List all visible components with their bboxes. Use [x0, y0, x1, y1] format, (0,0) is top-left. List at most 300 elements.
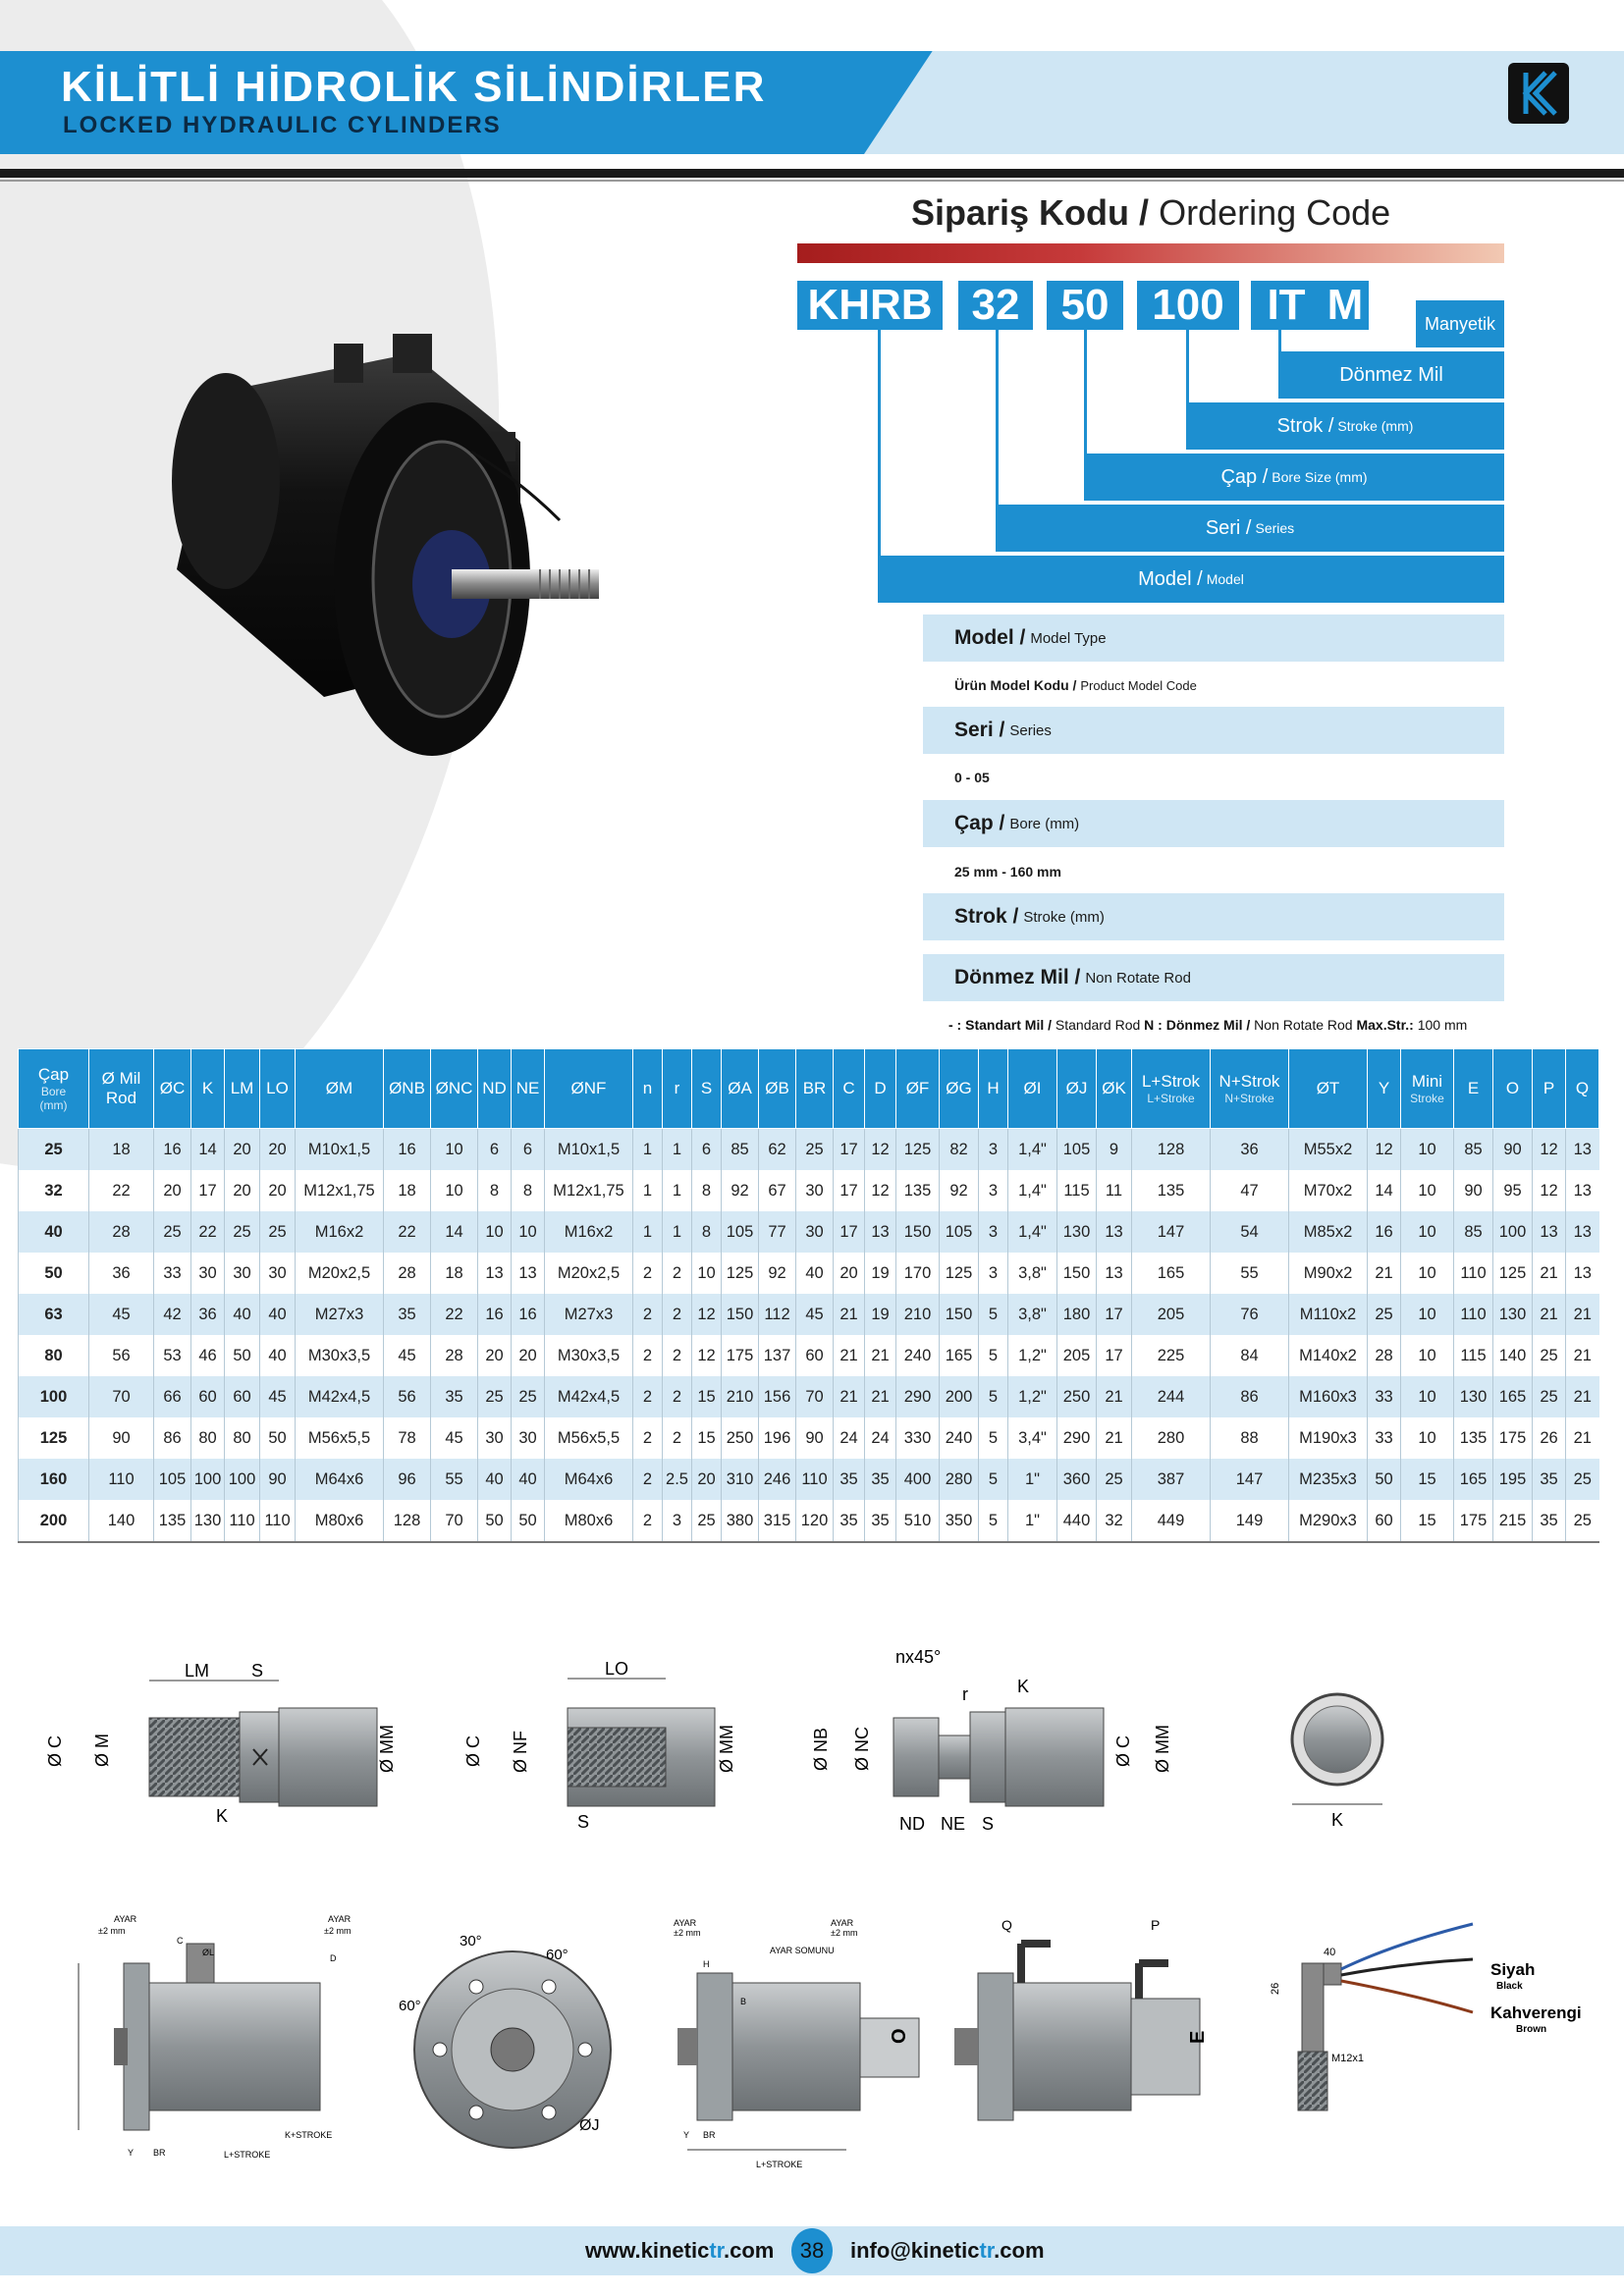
legend-bore — [923, 800, 1504, 847]
bar-stroke-label: Strok / — [1276, 414, 1334, 437]
table-cell: 21 — [1533, 1294, 1566, 1335]
column-header — [478, 1049, 512, 1129]
column-header-text: (mm) — [39, 1098, 68, 1112]
table-cell: 140 — [1493, 1335, 1533, 1376]
column-header — [896, 1049, 940, 1129]
d3-s: S — [982, 1814, 995, 1834]
table-cell: 120 — [796, 1500, 834, 1542]
column-header — [940, 1049, 979, 1129]
table-cell: 1 — [663, 1170, 692, 1211]
table-cell: 2 — [633, 1417, 663, 1459]
table-cell: 15 — [692, 1376, 722, 1417]
bar-bore — [1084, 454, 1504, 501]
table-cell: 21 — [1566, 1376, 1599, 1417]
table-cell: 13 — [512, 1253, 545, 1294]
table-cell: 125 — [722, 1253, 759, 1294]
table-cell: M56x5,5 — [545, 1417, 633, 1459]
table-cell: 76 — [1211, 1294, 1289, 1335]
column-header — [759, 1049, 796, 1129]
d2-mm: Ø MM — [717, 1725, 736, 1773]
table-cell: 135 — [1132, 1170, 1211, 1211]
table-cell: 246 — [759, 1459, 796, 1500]
table-cell: 85 — [1454, 1211, 1493, 1253]
table-cell: 33 — [1368, 1417, 1401, 1459]
table-cell: 330 — [896, 1417, 940, 1459]
table-cell: 30 — [796, 1211, 834, 1253]
table-cell: 105 — [154, 1459, 191, 1500]
table-row — [19, 1376, 1599, 1417]
d8-q: Q — [1001, 1917, 1012, 1933]
web-a: www.kinetic — [585, 2238, 710, 2263]
table-cell: 400 — [896, 1459, 940, 1500]
column-header-text: K — [201, 1079, 214, 1097]
table-cell: 100 — [225, 1459, 260, 1500]
column-header-text: Stroke — [1410, 1092, 1444, 1105]
column-header — [865, 1049, 896, 1129]
table-cell: 25 — [1533, 1376, 1566, 1417]
table-cell: 90 — [89, 1417, 154, 1459]
email-link[interactable] — [850, 2238, 1045, 2264]
d5-r2: ±2 mm — [324, 1926, 352, 1936]
table-cell: 35 — [865, 1500, 896, 1542]
d1-c: Ø C — [45, 1735, 65, 1767]
d3-nd: ND — [899, 1814, 925, 1834]
d6-a30: 30° — [460, 1933, 482, 1949]
column-header-text: L+Strok — [1141, 1072, 1201, 1091]
drawing-sensor-view — [889, 1917, 1209, 2120]
connector-model — [878, 330, 881, 556]
table-cell: 1 — [663, 1129, 692, 1171]
table-cell: 3,8" — [1008, 1253, 1057, 1294]
column-header — [384, 1049, 431, 1129]
table-cell: 86 — [154, 1417, 191, 1459]
table-cell: 147 — [1132, 1211, 1211, 1253]
table-cell: M20x2,5 — [296, 1253, 384, 1294]
table-cell: 24 — [834, 1417, 865, 1459]
drawing-section-view — [674, 1918, 919, 2169]
table-cell: 310 — [722, 1459, 759, 1500]
d5-br: BR — [153, 2148, 166, 2158]
table-cell: 25 — [478, 1376, 512, 1417]
table-cell: 25 — [1533, 1335, 1566, 1376]
table-cell: 36 — [89, 1253, 154, 1294]
table-cell: 10 — [1401, 1211, 1454, 1253]
table-cell: 50 — [260, 1417, 296, 1459]
table-cell: 6 — [512, 1129, 545, 1171]
table-cell: 3,4" — [1008, 1417, 1057, 1459]
column-header — [663, 1049, 692, 1129]
legend-stroke-label: Strok / — [954, 905, 1019, 928]
table-cell: 135 — [1454, 1417, 1493, 1459]
table-cell: 12 — [1533, 1170, 1566, 1211]
header-rule-thin — [0, 180, 1624, 182]
table-cell: 115 — [1454, 1335, 1493, 1376]
mail-a: info@kinetic — [850, 2238, 980, 2263]
table-cell: 50 — [225, 1335, 260, 1376]
table-header-row — [19, 1049, 1599, 1129]
column-header-text: N+Strok — [1218, 1072, 1280, 1091]
table-cell: 3 — [979, 1211, 1008, 1253]
legend-bore-sub: Bore (mm) — [1009, 815, 1080, 832]
ordering-title-en: Ordering Code — [1159, 192, 1391, 233]
table-cell: M16x2 — [545, 1211, 633, 1253]
table-cell: 33 — [154, 1253, 191, 1294]
table-cell: 3 — [979, 1129, 1008, 1171]
table-cell: 13 — [1097, 1253, 1132, 1294]
table-cell: 25 — [1566, 1500, 1599, 1542]
legend-series — [923, 707, 1504, 754]
table-cell: 92 — [940, 1170, 979, 1211]
d3-nb: Ø NB — [811, 1727, 831, 1771]
table-cell: 387 — [1132, 1459, 1211, 1500]
table-cell: 25 — [225, 1211, 260, 1253]
d7-ayar2: AYAR — [831, 1918, 854, 1928]
table-cell: 105 — [940, 1211, 979, 1253]
table-cell: M85x2 — [1289, 1211, 1368, 1253]
table-cell: 2 — [633, 1253, 663, 1294]
table-cell: 210 — [722, 1376, 759, 1417]
page-footer — [0, 2226, 1624, 2275]
table-cell: 21 — [834, 1294, 865, 1335]
table-cell: 290 — [1057, 1417, 1097, 1459]
table-cell: 47 — [1211, 1170, 1289, 1211]
table-cell: 25 — [796, 1129, 834, 1171]
d4-k: K — [1331, 1810, 1344, 1830]
legend-stroke-sub: Stroke (mm) — [1023, 908, 1105, 926]
column-header-text: ØJ — [1065, 1079, 1088, 1097]
table-cell: 10 — [1401, 1335, 1454, 1376]
table-cell: 20 — [260, 1129, 296, 1171]
drawing-rod-end-male — [45, 1661, 397, 1826]
d1-mm: Ø MM — [377, 1725, 397, 1773]
table-cell: 19 — [865, 1294, 896, 1335]
table-cell: 13 — [1533, 1211, 1566, 1253]
column-header — [1401, 1049, 1454, 1129]
column-header-text: C — [842, 1079, 855, 1097]
table-cell: 13 — [1566, 1253, 1599, 1294]
table-cell: M290x3 — [1289, 1500, 1368, 1542]
d6-a60b: 60° — [399, 1998, 421, 2014]
table-cell: 149 — [1211, 1500, 1289, 1542]
table-cell: 30 — [478, 1417, 512, 1459]
table-cell: 12 — [692, 1294, 722, 1335]
code-non-rotate: IT — [1251, 281, 1322, 330]
table-cell: 12 — [865, 1129, 896, 1171]
table-cell: 195 — [1493, 1459, 1533, 1500]
table-cell: 240 — [896, 1335, 940, 1376]
table-cell: 1,4" — [1008, 1211, 1057, 1253]
table-cell: 135 — [896, 1170, 940, 1211]
table-cell: M160x3 — [1289, 1376, 1368, 1417]
column-header — [545, 1049, 633, 1129]
table-cell: M10x1,5 — [296, 1129, 384, 1171]
bore-cell: 80 — [19, 1335, 89, 1376]
d5-bl: ØL — [202, 1948, 215, 1957]
table-cell: 5 — [979, 1500, 1008, 1542]
d2-c: Ø C — [463, 1735, 483, 1767]
drawing-sensor-connector — [1270, 1924, 1582, 2110]
d8-o: O — [889, 2028, 910, 2044]
table-cell: 13 — [1566, 1170, 1599, 1211]
table-cell: 60 — [1368, 1500, 1401, 1542]
table-row — [19, 1417, 1599, 1459]
table-cell: 110 — [260, 1500, 296, 1542]
column-header — [1132, 1049, 1211, 1129]
column-header-text: ØA — [728, 1079, 752, 1097]
column-header — [1289, 1049, 1368, 1129]
d5-ayar2: AYAR — [328, 1914, 352, 1924]
table-cell: 440 — [1057, 1500, 1097, 1542]
column-header-text: Rod — [105, 1089, 137, 1107]
table-cell: 1" — [1008, 1459, 1057, 1500]
table-cell: M64x6 — [296, 1459, 384, 1500]
bar-magnetic — [1416, 300, 1504, 347]
table-cell: 20 — [834, 1253, 865, 1294]
table-cell: 110 — [225, 1500, 260, 1542]
table-cell: 2 — [663, 1376, 692, 1417]
table-cell: 82 — [940, 1129, 979, 1171]
legend-series-text: 0 - 05 — [954, 770, 990, 785]
table-cell: 13 — [1097, 1211, 1132, 1253]
table-cell: 165 — [1454, 1459, 1493, 1500]
column-header — [1454, 1049, 1493, 1129]
table-cell: 14 — [191, 1129, 225, 1171]
d9-kahve: Kahverengi — [1490, 2003, 1582, 2022]
table-cell: 50 — [478, 1500, 512, 1542]
table-cell: 128 — [1132, 1129, 1211, 1171]
table-cell: 2 — [663, 1335, 692, 1376]
table-cell: 36 — [1211, 1129, 1289, 1171]
d7-br: BR — [703, 2130, 716, 2140]
column-header-text: E — [1467, 1079, 1480, 1097]
bore-cell: 63 — [19, 1294, 89, 1335]
table-cell: 55 — [431, 1459, 478, 1500]
column-header — [796, 1049, 834, 1129]
table-cell: 78 — [384, 1417, 431, 1459]
table-cell: 17 — [191, 1170, 225, 1211]
d3-mm: Ø MM — [1153, 1725, 1172, 1773]
d1-k: K — [216, 1806, 229, 1826]
column-header — [633, 1049, 663, 1129]
table-cell: 21 — [865, 1376, 896, 1417]
table-cell: 84 — [1211, 1335, 1289, 1376]
table-cell: 21 — [834, 1376, 865, 1417]
table-cell: 3 — [663, 1500, 692, 1542]
column-header — [1533, 1049, 1566, 1129]
d5-r1: ±2 mm — [98, 1926, 126, 1936]
page-header — [0, 51, 1624, 154]
d3-ne: NE — [941, 1814, 966, 1834]
table-cell: 110 — [1454, 1294, 1493, 1335]
table-cell: M90x2 — [1289, 1253, 1368, 1294]
d8-p: P — [1151, 1917, 1161, 1933]
table-cell: 35 — [865, 1459, 896, 1500]
table-body — [19, 1129, 1599, 1543]
table-cell: 56 — [89, 1335, 154, 1376]
column-header-text: ØB — [765, 1079, 789, 1097]
d9-w: 40 — [1324, 1947, 1336, 1958]
table-row — [19, 1211, 1599, 1253]
d1-s: S — [251, 1661, 264, 1681]
table-cell: 40 — [260, 1294, 296, 1335]
column-header-text: H — [987, 1079, 1000, 1097]
column-header-text: N+Stroke — [1224, 1092, 1274, 1105]
d8-e: E — [1187, 2030, 1209, 2044]
table-cell: 2.5 — [663, 1459, 692, 1500]
table-cell: 165 — [1493, 1376, 1533, 1417]
table-cell: 10 — [1401, 1294, 1454, 1335]
table-cell: M27x3 — [545, 1294, 633, 1335]
table-cell: 40 — [512, 1459, 545, 1500]
table-cell: 35 — [1533, 1459, 1566, 1500]
table-cell: 90 — [260, 1459, 296, 1500]
table-cell: 21 — [1368, 1253, 1401, 1294]
table-cell: 45 — [89, 1294, 154, 1335]
d7-y: Y — [683, 2130, 690, 2140]
table-cell: 40 — [796, 1253, 834, 1294]
table-cell: 280 — [940, 1459, 979, 1500]
table-cell: 280 — [1132, 1417, 1211, 1459]
code-magnetic: M — [1322, 281, 1369, 330]
table-cell: 170 — [896, 1253, 940, 1294]
table-cell: 205 — [1057, 1335, 1097, 1376]
table-cell: 28 — [89, 1211, 154, 1253]
table-cell: 21 — [865, 1335, 896, 1376]
table-cell: 13 — [1566, 1211, 1599, 1253]
column-header-text: S — [700, 1079, 713, 1097]
table-cell: 1 — [663, 1211, 692, 1253]
website-link[interactable] — [585, 2238, 774, 2264]
table-cell: 20 — [512, 1335, 545, 1376]
d9-brown: Brown — [1516, 2024, 1547, 2035]
column-header-text: ØF — [905, 1079, 930, 1097]
d2-lo: LO — [605, 1659, 629, 1679]
table-cell: 11 — [1097, 1170, 1132, 1211]
d7-ayar1: AYAR — [674, 1918, 697, 1928]
column-header-text: ØI — [1023, 1079, 1042, 1097]
table-cell: 140 — [89, 1500, 154, 1542]
column-header-text: ØC — [159, 1079, 186, 1097]
column-header-text: ØNC — [435, 1079, 473, 1097]
table-row — [19, 1335, 1599, 1376]
legend-series-label: Seri / — [954, 719, 1005, 741]
column-header — [834, 1049, 865, 1129]
table-cell: 250 — [1057, 1376, 1097, 1417]
page-title: KİLİTLİ HİDROLİK SİLİNDİRLER — [61, 63, 767, 111]
column-header — [692, 1049, 722, 1129]
table-cell: 125 — [896, 1129, 940, 1171]
table-cell: 2 — [633, 1376, 663, 1417]
table-cell: 40 — [260, 1335, 296, 1376]
table-cell: 70 — [89, 1376, 154, 1417]
table-cell: 45 — [431, 1417, 478, 1459]
bar-series-label: Seri / — [1205, 516, 1252, 539]
table-cell: 80 — [191, 1417, 225, 1459]
bore-cell: 200 — [19, 1500, 89, 1542]
d7-vida: AYAR SOMUNU — [770, 1946, 835, 1955]
table-cell: 10 — [478, 1211, 512, 1253]
table-cell: 30 — [796, 1170, 834, 1211]
table-cell: M80x6 — [296, 1500, 384, 1542]
legend-series-sub: Series — [1009, 721, 1052, 739]
column-header-text: LO — [266, 1079, 289, 1097]
table-cell: 156 — [759, 1376, 796, 1417]
table-cell: 2 — [633, 1459, 663, 1500]
table-cell: 1 — [633, 1211, 663, 1253]
table-cell: 40 — [225, 1294, 260, 1335]
d9-h: 26 — [1270, 1982, 1281, 1995]
dimension-table — [18, 1048, 1599, 1543]
table-cell: M70x2 — [1289, 1170, 1368, 1211]
column-header — [1211, 1049, 1289, 1129]
ordering-code-title — [911, 192, 1390, 234]
table-cell: 18 — [384, 1170, 431, 1211]
table-cell: 6 — [478, 1129, 512, 1171]
table-cell: 196 — [759, 1417, 796, 1459]
column-header — [89, 1049, 154, 1129]
d7-h: H — [703, 1959, 710, 1969]
table-cell: 20 — [154, 1170, 191, 1211]
table-cell: 17 — [834, 1211, 865, 1253]
table-cell: 147 — [1211, 1459, 1289, 1500]
ordering-note — [948, 1017, 1467, 1033]
table-cell: 1,2" — [1008, 1376, 1057, 1417]
d6-a60a: 60° — [546, 1947, 568, 1963]
table-cell: 510 — [896, 1500, 940, 1542]
table-cell: 45 — [260, 1376, 296, 1417]
table-cell: 92 — [722, 1170, 759, 1211]
legend-bore-text: 25 mm - 160 mm — [954, 864, 1061, 880]
table-cell: 20 — [225, 1170, 260, 1211]
legend-model — [923, 614, 1504, 662]
table-cell: 54 — [1211, 1211, 1289, 1253]
d7-strok: L+STROKE — [756, 2160, 803, 2169]
column-header — [1057, 1049, 1097, 1129]
table-cell: 13 — [478, 1253, 512, 1294]
table-cell: 380 — [722, 1500, 759, 1542]
table-cell: M235x3 — [1289, 1459, 1368, 1500]
table-cell: 19 — [865, 1253, 896, 1294]
d3-k: K — [1017, 1677, 1030, 1696]
table-cell: 200 — [940, 1376, 979, 1417]
table-cell: 20 — [225, 1129, 260, 1171]
header-rule — [0, 169, 1624, 178]
table-cell: M12x1,75 — [545, 1170, 633, 1211]
table-cell: 2 — [633, 1500, 663, 1542]
table-cell: 22 — [191, 1211, 225, 1253]
table-cell: 32 — [1097, 1500, 1132, 1542]
table-row — [19, 1253, 1599, 1294]
table-cell: 10 — [431, 1170, 478, 1211]
column-header-text: P — [1543, 1079, 1555, 1097]
table-cell: 77 — [759, 1211, 796, 1253]
legend-model-desc-en: Product Model Code — [1080, 678, 1197, 693]
bore-cell: 32 — [19, 1170, 89, 1211]
d3-nx: nx45° — [895, 1649, 942, 1667]
table-row — [19, 1500, 1599, 1542]
table-cell: 290 — [896, 1376, 940, 1417]
table-cell: 250 — [722, 1417, 759, 1459]
table-cell: 10 — [692, 1253, 722, 1294]
table-cell: 36 — [191, 1294, 225, 1335]
d6-j: ØJ — [579, 2117, 600, 2134]
column-header — [722, 1049, 759, 1129]
table-cell: 12 — [1368, 1129, 1401, 1171]
table-cell: 46 — [191, 1335, 225, 1376]
table-cell: 70 — [431, 1500, 478, 1542]
table-cell: 22 — [89, 1170, 154, 1211]
table-cell: 225 — [1132, 1335, 1211, 1376]
